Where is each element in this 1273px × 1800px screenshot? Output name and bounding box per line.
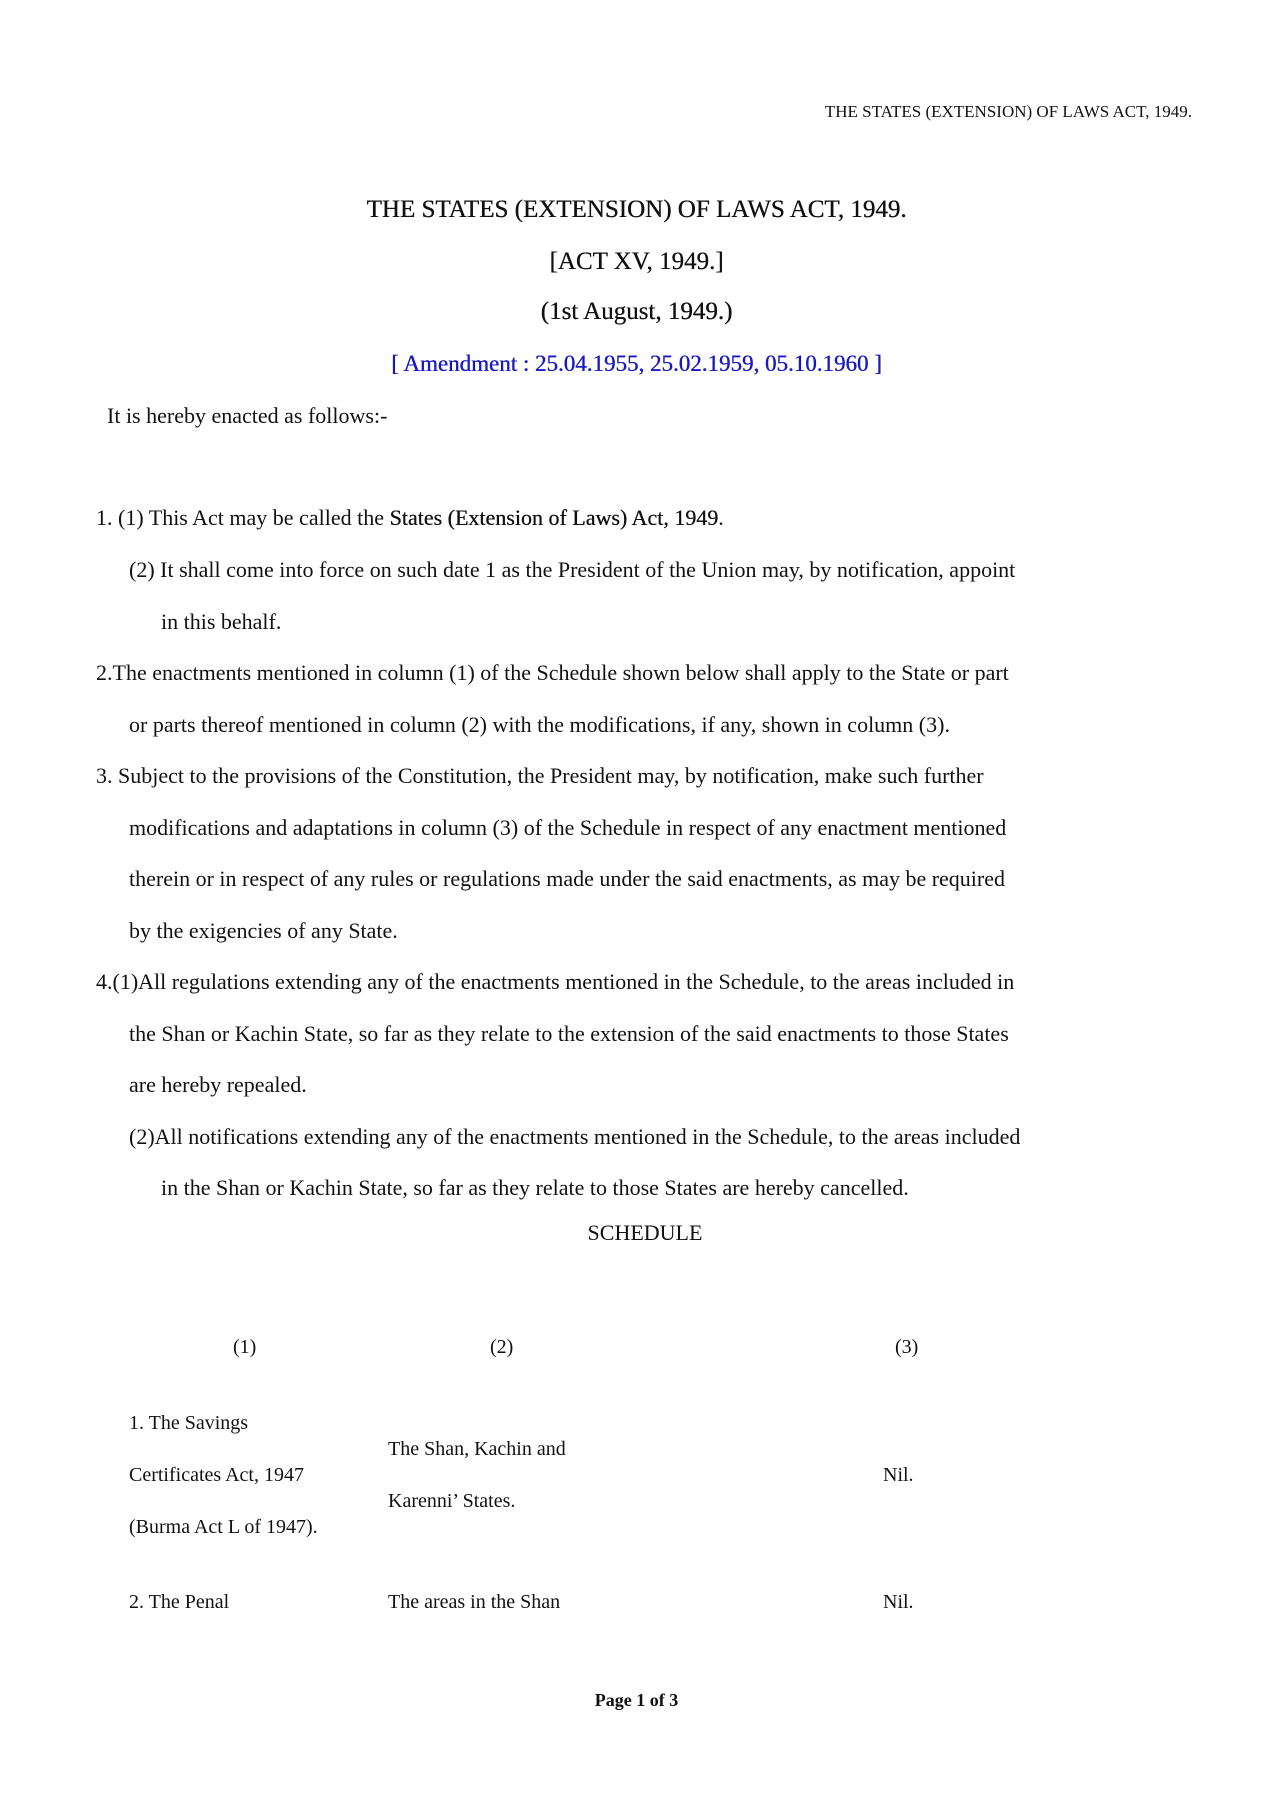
schedule-enactment-line: 1. The Savings — [129, 1412, 249, 1434]
section-4-1-line: are hereby repealed. — [129, 1072, 307, 1097]
act-short-title: States (Extension of Laws) Act, 1949 — [389, 505, 719, 530]
section-4-2-line: (2)All notifications extending any of the enactments mentioned in the Schedule, to the areas included — [129, 1124, 1021, 1149]
act-number: [ACT XV, 1949.] — [549, 248, 724, 275]
section-3-line: modifications and adaptations in column (3) of the Schedule in respect of any enactment mentioned — [129, 815, 1007, 840]
act-date: (1st August, 1949.) — [540, 298, 733, 325]
section-3-line: therein or in respect of any rules or regulations made under the said enactments, as may be required — [129, 866, 1006, 891]
section-4-2-line: in the Shan or Kachin State, so far as they relate to those States are hereby cancelled. — [161, 1175, 909, 1200]
section-1-1 — [96, 505, 724, 531]
schedule-modification: Nil. — [883, 1464, 914, 1486]
schedule-enactment-line: (Burma Act L of 1947). — [129, 1516, 318, 1538]
act-title: THE STATES (EXTENSION) OF LAWS ACT, 1949. — [366, 196, 907, 223]
section-4-1-line: 4.(1)All regulations extending any of the enactments mentioned in the Schedule, to the areas included in — [96, 969, 1015, 994]
page-number: Page 1 of 3 — [594, 1690, 679, 1710]
section-2-line: or parts thereof mentioned in column (2) with the modifications, if any, shown in column (3). — [129, 712, 950, 737]
amendment-dates: [ Amendment : 25.04.1955, 25.02.1959, 05.10.1960 ] — [391, 351, 882, 376]
schedule-column-header: (3) — [895, 1336, 919, 1358]
schedule-modification: Nil. — [883, 1591, 914, 1613]
schedule-column-header: (1) — [233, 1336, 257, 1358]
section-3-line: by the exigencies of any State. — [129, 918, 398, 943]
section-1-2-line: (2) It shall come into force on such date 1 as the President of the Union may, by notification, appoint — [129, 557, 1016, 582]
running-header: THE STATES (EXTENSION) OF LAWS ACT, 1949. — [824, 102, 1192, 121]
schedule-area-line: Karenni’ States. — [388, 1490, 516, 1512]
section-1-2-line: in this behalf. — [161, 609, 282, 634]
section-3-line: 3. Subject to the provisions of the Constitution, the President may, by notification, make such further — [96, 763, 984, 788]
section-4-1-line: the Shan or Kachin State, so far as they relate to the extension of the said enactments to those States — [129, 1021, 1009, 1046]
preamble: It is hereby enacted as follows:- — [107, 403, 388, 428]
schedule-enactment-line: Certificates Act, 1947 — [129, 1464, 304, 1486]
schedule-area-line: The Shan, Kachin and — [388, 1438, 566, 1460]
schedule-column-header: (2) — [490, 1336, 514, 1358]
schedule-area-line: The areas in the Shan — [388, 1591, 561, 1613]
section-2-line: 2.The enactments mentioned in column (1) of the Schedule shown below shall apply to the State or part — [96, 660, 1009, 685]
section-1-1-end: . — [718, 505, 724, 530]
schedule-enactment-line: 2. The Penal — [129, 1591, 230, 1613]
section-1-1-text: 1. (1) This Act may be called the — [96, 505, 390, 530]
schedule-heading: SCHEDULE — [587, 1220, 703, 1245]
